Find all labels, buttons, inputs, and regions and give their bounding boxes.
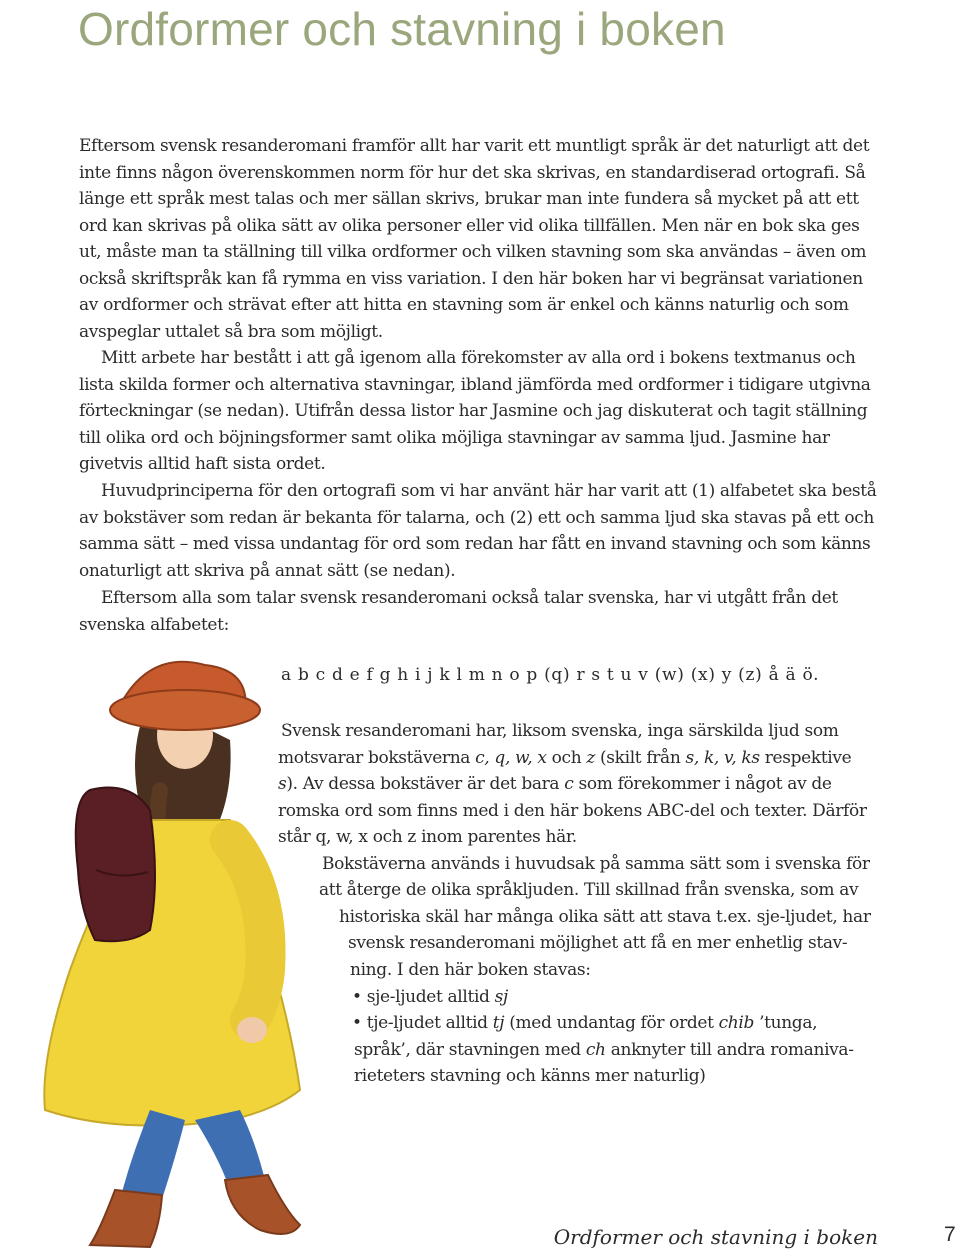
alphabet-line: a b c d e f g h i j k l m n o p (q) r s t u v (w) (x) y (z) å ä ö. (281, 665, 820, 685)
text-segment: historiska skäl har många olika sätt att stava t.ex. sje-ljudet, har (339, 907, 871, 927)
italic-term: c (564, 774, 574, 794)
lower-line (278, 745, 851, 772)
lower-line (281, 718, 839, 745)
paragraph-3: Huvudprinciperna för den ortografi som vi har använt här har varit att (1) alfabetet ska bestå av bokstäver som redan är bekanta för talarna, och (2) ett och samma ljud ska stavas på ett och samma sätt – med vissa undantag för ord som redan har fått en invand stavning och som känns onaturligt att skriva på annat sätt (se nedan). (79, 481, 877, 581)
lower-line (339, 904, 871, 931)
text-segment: ning. I den här boken stavas: (350, 960, 591, 980)
text-segment: att återge de olika språkljuden. Till skillnad från svenska, som av (319, 880, 859, 900)
text-segment: rieteters stavning och känns mer naturlig) (354, 1066, 706, 1086)
text-segment: Svensk resanderomani har, liksom svenska, inga särskilda ljud som (281, 721, 839, 741)
lower-line (322, 851, 870, 878)
italic-term: s (278, 774, 287, 794)
italic-term: s, k, v, ks (685, 748, 760, 768)
page-title: Ordformer och stavning i boken (78, 3, 726, 55)
lower-line (319, 877, 858, 904)
italic-term: sj (494, 987, 508, 1007)
text-segment: (med undantag för ordet (504, 1013, 719, 1033)
text-segment: • tje-ljudet alltid (352, 1013, 493, 1033)
text-segment: motsvarar bokstäverna (278, 748, 476, 768)
lower-line (352, 1010, 817, 1037)
footer-title: Ordformer och stavning i boken (553, 1225, 878, 1249)
lower-line (348, 930, 847, 957)
text-segment: står q, w, x och z inom parentes här. (278, 827, 577, 847)
girl-with-backpack-illustration (0, 640, 330, 1250)
lower-line (278, 798, 867, 825)
italic-term: z (586, 748, 595, 768)
italic-term: ch (585, 1040, 606, 1060)
text-segment: • sje-ljudet alltid (352, 987, 495, 1007)
paragraph-1: Eftersom svensk resanderomani framför allt har varit ett muntligt språk är det naturligt att det inte finns någon överenskommen norm för hur det ska skrivas, en standardiserad ortografi. Så länge ett språk mest talas och mer sällan skrivs, brukar man inte fundera så mycket på att ett ord kan skrivas på olika sätt av olika personer eller vid olika tillfällen. Men när en bok ska ges ut, måste man ta ställning till vilka ordformer och vilken stavning som ska användas – även om också skriftspråk kan få rymma en viss variation. I den här boken har vi begränsat variationen av ordformer och strävat efter att hitta en stavning som är enkel och känns naturlig och som avspeglar uttalet så bra som möjligt. (79, 136, 870, 342)
paragraph-2: Mitt arbete har bestått i att gå igenom alla förekomster av alla ord i bokens textmanus och lista skilda former och alternativa stavningar, ibland jämförda med ordformer i tidigare utgivna förteckningar (se nedan). Utifrån dessa listor har Jasmine och jag diskuterat och tagit ställning till olika ord och böjningsformer samt olika möjliga stavningar av samma ljud. Jasmine har givetvis alltid haft sista ordet. (79, 348, 871, 474)
text-segment: Bokstäverna används i huvudsak på samma sätt som i svenska för (322, 854, 870, 874)
lower-line (350, 957, 591, 984)
text-segment: anknyter till andra romaniva- (605, 1040, 854, 1060)
lower-line (278, 771, 832, 798)
text-segment: som förekommer i något av de (573, 774, 832, 794)
text-segment: svensk resanderomani möjlighet att få en mer enhetlig stav- (348, 933, 848, 953)
text-segment: respektive (759, 748, 852, 768)
lower-line (354, 1037, 854, 1064)
text-segment: och (546, 748, 587, 768)
italic-term: tj (492, 1013, 505, 1033)
lower-line (354, 1063, 706, 1090)
lower-line (352, 984, 508, 1011)
italic-term: chib (718, 1013, 755, 1033)
text-segment: (skilt från (594, 748, 686, 768)
italic-term: c, q, w, x (475, 748, 547, 768)
text-segment: ). Av dessa bokstäver är det bara (286, 774, 565, 794)
paragraph-4: Eftersom alla som talar svensk resanderomani också talar svenska, har vi utgått från det svenska alfabetet: (79, 588, 838, 635)
text-segment: språk’, där stavningen med (354, 1040, 586, 1060)
page-number: 7 (944, 1223, 956, 1246)
text-segment: romska ord som finns med i den här bokens ABC-del och texter. Därför (278, 801, 867, 821)
text-segment: ’tunga, (754, 1013, 818, 1033)
